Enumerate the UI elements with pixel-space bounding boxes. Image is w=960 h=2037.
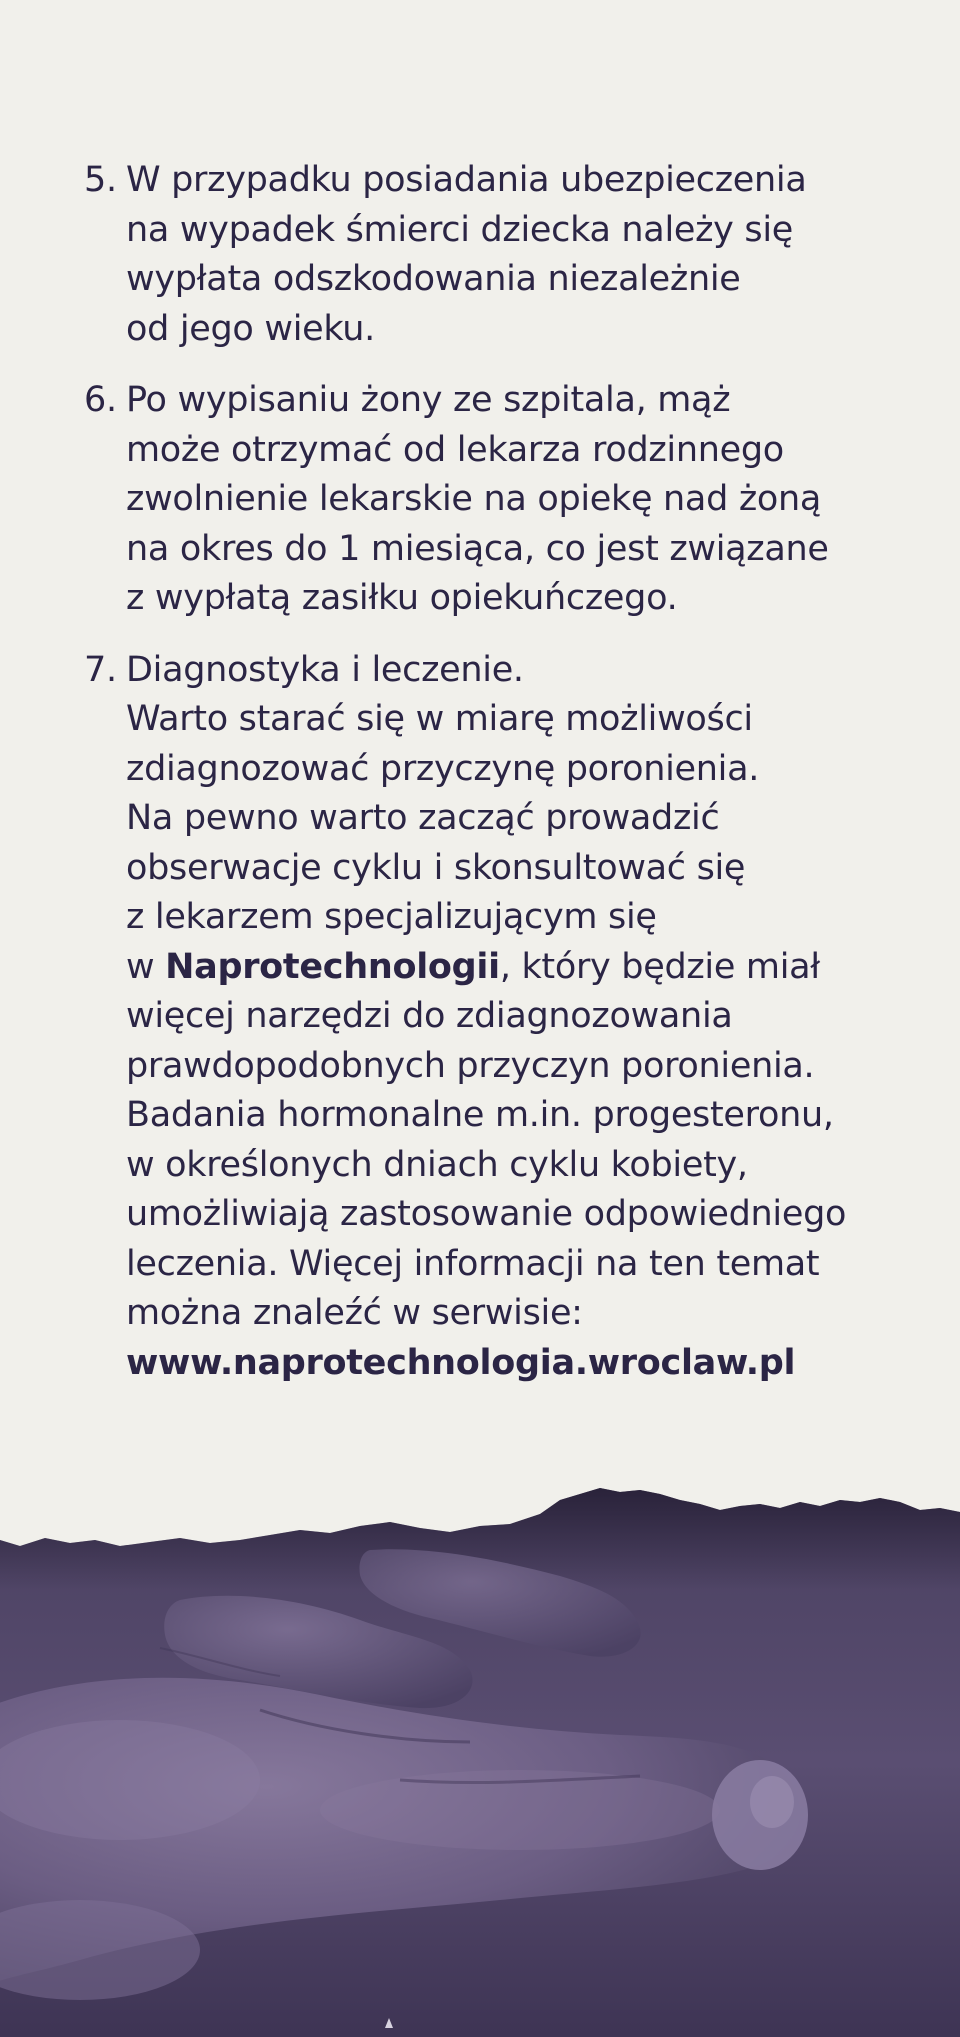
list-item [84, 646, 874, 1389]
item-text [126, 156, 874, 354]
text-line-with-term [126, 943, 874, 993]
text-line: umożliwiają zastosowanie odpowiedniego [126, 1194, 847, 1234]
line-suffix: , który będzie miał [499, 946, 820, 987]
line-prefix: w [126, 946, 166, 987]
text-line: w określonych dniach cyklu kobiety, [126, 1144, 748, 1185]
text-line: zdiagnozować przyczynę poronienia. [126, 748, 760, 789]
text-line: więcej narzędzi do zdiagnozowania [126, 996, 733, 1036]
text-line: obserwacje cyklu i skonsultować się [126, 847, 746, 888]
text-line: można znaleźć w serwisie: [126, 1293, 583, 1333]
text-line: z lekarzem specjalizującym się [126, 897, 657, 937]
text-line: z wypłatą zasiłku opiekuńczego. [126, 578, 678, 618]
naprotechnology-term: Naprotechnologii [165, 946, 500, 987]
text-line: Po wypisaniu żony ze szpitala, mąż [126, 380, 731, 420]
text-line: Warto starać się w miarę możliwości [126, 699, 753, 739]
text-line: Na pewno warto zacząć prowadzić [126, 798, 720, 838]
text-line: Badania hormonalne m.in. progesteronu, [126, 1095, 834, 1135]
item-text [126, 646, 874, 1389]
baby-hand-photo [0, 1480, 960, 2037]
info-list [84, 156, 874, 1410]
list-item [84, 156, 874, 354]
item-number: 5. [84, 160, 117, 200]
text-line: na wypadek śmierci dziecka należy się [126, 209, 794, 250]
item-number: 7. [84, 649, 117, 690]
text-line: od jego wieku. [126, 308, 375, 349]
text-line: na okres do 1 miesiąca, co jest związane [126, 528, 829, 569]
item-text [126, 376, 874, 624]
text-line: może otrzymać od lekarza rodzinnego [126, 429, 784, 470]
text-line: W przypadku posiadania ubezpieczenia [126, 160, 807, 200]
text-line: Diagnostyka i leczenie. [126, 649, 524, 690]
website-url: www.naprotechnologia.wroclaw.pl [126, 1342, 796, 1383]
text-line: zwolnienie lekarskie na opiekę nad żoną [126, 479, 822, 519]
list-item [84, 376, 874, 624]
item-number: 6. [84, 380, 117, 420]
text-line: wypłata odszkodowania niezależnie [126, 259, 741, 299]
text-line: prawdopodobnych przyczyn poronienia. [126, 1045, 815, 1086]
text-line: leczenia. Więcej informacji na ten temat [126, 1243, 820, 1284]
